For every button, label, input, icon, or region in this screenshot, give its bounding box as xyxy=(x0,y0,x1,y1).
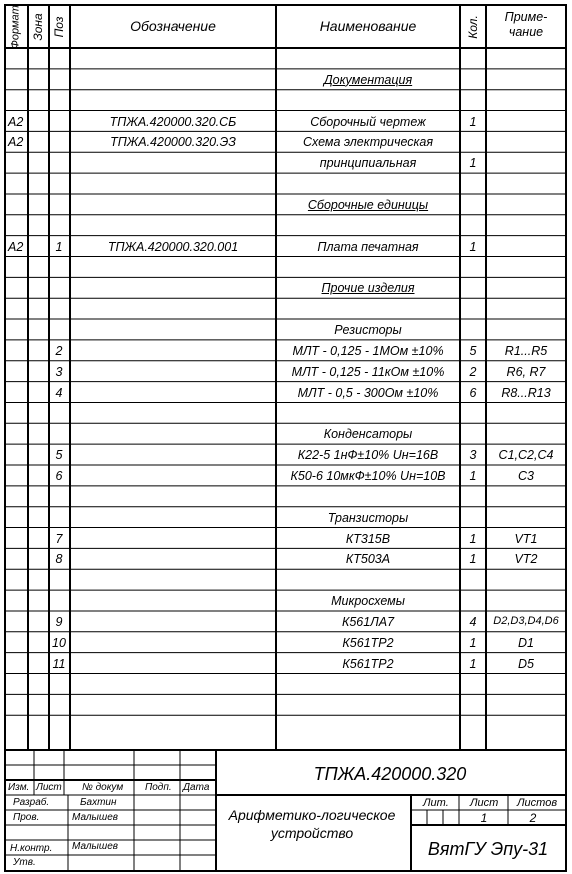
header-note-line2: чание xyxy=(508,25,544,39)
row-qty: 5 xyxy=(469,343,477,358)
row-designation: ТПЖА.420000.320.ЭЗ xyxy=(110,135,236,150)
label-sign: Подп. xyxy=(145,782,172,793)
row-designation: ТПЖА.420000.320.СБ xyxy=(109,114,237,129)
row-format: A2 xyxy=(8,135,24,150)
row-note: R6, R7 xyxy=(506,364,546,379)
row-pos: 9 xyxy=(55,614,63,629)
label-lit: Лит. xyxy=(423,797,449,809)
row-note: C3 xyxy=(518,469,534,483)
row-name: Плата печатная xyxy=(317,239,419,254)
person-checker: Малышев xyxy=(72,812,118,823)
label-sheets: Листов xyxy=(517,797,558,809)
header-format: Формат xyxy=(9,5,22,49)
row-note: VT1 xyxy=(514,531,538,546)
row-name: МЛТ - 0,125 - 1МОм ±10% xyxy=(292,343,444,358)
row-format: A2 xyxy=(8,114,24,129)
label-list: Лист xyxy=(36,782,62,793)
role-checker: Пров. xyxy=(13,812,40,823)
row-pos: 3 xyxy=(55,364,63,379)
row-qty: 1 xyxy=(469,114,477,129)
title-line2: устройство xyxy=(270,825,354,841)
row-qty: 1 xyxy=(469,552,477,567)
role-developer: Разраб. xyxy=(13,797,50,808)
role-approved: Утв. xyxy=(13,857,36,868)
label-sheet: Лист xyxy=(470,797,499,809)
row-name: Документация xyxy=(323,72,413,87)
header-pos: Поз xyxy=(52,16,66,38)
row-qty: 1 xyxy=(469,239,477,254)
row-note: C1,C2,C4 xyxy=(498,448,554,463)
row-name: К22-5 1нФ±10% Uн=16В xyxy=(297,448,439,463)
row-note: R1...R5 xyxy=(504,343,548,358)
person-norm-control: Малышев xyxy=(72,841,118,852)
row-name: Резисторы xyxy=(334,323,402,338)
row-qty: 2 xyxy=(469,364,477,379)
header-name: Наименование xyxy=(319,18,417,34)
header-note-line1: Приме- xyxy=(504,10,548,24)
label-doc-no: № докум xyxy=(82,782,124,793)
sheet-value: 1 xyxy=(480,811,488,825)
row-name: КТ503А xyxy=(345,552,391,567)
row-note: D1 xyxy=(518,635,534,650)
row-name: МЛТ - 0,5 - 300Ом ±10% xyxy=(297,385,439,400)
row-qty: 6 xyxy=(469,385,477,400)
row-qty: 1 xyxy=(469,469,477,483)
row-note: D2,D3,D4,D6 xyxy=(493,614,559,627)
label-izm: Изм. xyxy=(8,782,30,793)
row-pos: 6 xyxy=(55,469,63,483)
row-qty: 3 xyxy=(469,448,477,463)
organization: ВятГУ Эпу-31 xyxy=(427,839,549,859)
label-date: Дата xyxy=(183,782,210,793)
row-name: КТ315В xyxy=(345,531,391,546)
row-pos: 1 xyxy=(55,239,63,254)
row-pos: 2 xyxy=(55,343,63,358)
row-qty: 1 xyxy=(469,656,477,671)
row-pos: 5 xyxy=(55,448,63,463)
row-qty: 1 xyxy=(469,635,477,650)
row-name: Прочие изделия xyxy=(321,281,415,296)
row-name: Схема электрическая xyxy=(302,135,434,150)
person-developer: Бахтин xyxy=(80,797,117,808)
row-name: К561ТР2 xyxy=(342,635,394,650)
row-note: D5 xyxy=(518,656,534,671)
title-line1: Арифметико-логическое xyxy=(228,807,396,823)
row-format: A2 xyxy=(8,239,24,254)
row-name: К561ЛА7 xyxy=(341,614,395,629)
row-name: К561ТР2 xyxy=(342,656,394,671)
row-name: Конденсаторы xyxy=(323,427,413,442)
row-qty: 1 xyxy=(469,156,477,171)
header-qty: Кол. xyxy=(466,15,480,39)
sheets-value: 2 xyxy=(529,811,537,825)
row-qty: 4 xyxy=(469,614,477,629)
row-name: МЛТ - 0,125 - 11кОм ±10% xyxy=(291,364,445,379)
row-name: принципиальная xyxy=(319,156,417,171)
row-name: К50-6 10мкФ±10% Uн=10В xyxy=(290,469,446,483)
doc-code: ТПЖА.420000.320 xyxy=(313,764,467,784)
row-note: VT2 xyxy=(514,552,538,567)
row-qty: 1 xyxy=(469,531,477,546)
header-designation: Обозначение xyxy=(130,18,216,34)
role-norm-control: Н.контр. xyxy=(10,843,53,854)
row-designation: ТПЖА.420000.320.001 xyxy=(107,239,239,254)
row-note: R8...R13 xyxy=(501,385,551,400)
row-name: Транзисторы xyxy=(327,510,409,525)
row-name: Сборочный чертеж xyxy=(310,114,426,129)
row-pos: 7 xyxy=(55,531,63,546)
row-name: Сборочные единицы xyxy=(307,197,429,212)
header-zone: Зона xyxy=(31,13,45,41)
row-pos: 11 xyxy=(52,656,66,671)
row-pos: 10 xyxy=(52,635,66,650)
row-pos: 8 xyxy=(55,552,63,567)
row-name: Микросхемы xyxy=(331,594,405,609)
row-pos: 4 xyxy=(55,385,63,400)
